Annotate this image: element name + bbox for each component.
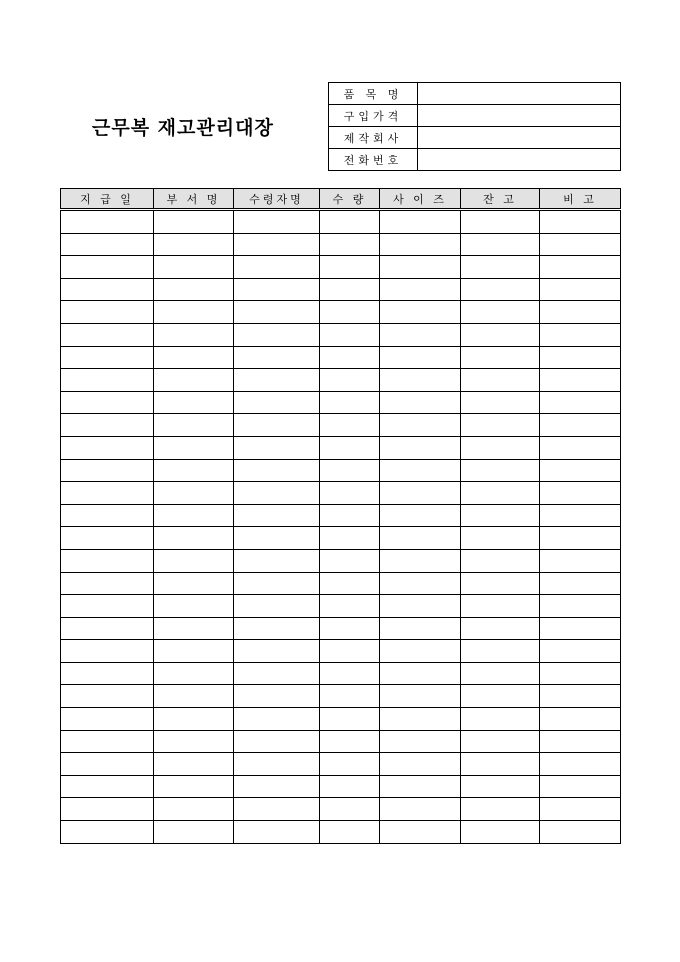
table-row — [61, 640, 621, 663]
cell-department[interactable] — [154, 369, 234, 392]
cell-quantity[interactable] — [320, 662, 380, 685]
document-title: 근무복 재고관리대장 — [92, 117, 274, 139]
cell-issue-date[interactable] — [61, 504, 154, 527]
cell-quantity[interactable] — [320, 256, 380, 279]
cell-balance[interactable] — [461, 391, 540, 414]
cell-recipient[interactable] — [234, 572, 320, 595]
cell-size[interactable] — [380, 210, 461, 234]
cell-quantity[interactable] — [320, 278, 380, 301]
cell-remarks[interactable] — [540, 708, 621, 731]
cell-department[interactable] — [154, 662, 234, 685]
cell-department[interactable] — [154, 595, 234, 618]
cell-issue-date[interactable] — [61, 436, 154, 459]
cell-recipient[interactable] — [234, 210, 320, 234]
cell-size[interactable] — [380, 482, 461, 505]
table-row — [61, 775, 621, 798]
cell-size[interactable] — [380, 775, 461, 798]
cell-quantity[interactable] — [320, 753, 380, 776]
cell-remarks[interactable] — [540, 369, 621, 392]
cell-issue-date[interactable] — [61, 775, 154, 798]
cell-recipient[interactable] — [234, 775, 320, 798]
cell-balance[interactable] — [461, 210, 540, 234]
cell-size[interactable] — [380, 504, 461, 527]
cell-remarks[interactable] — [540, 504, 621, 527]
cell-size[interactable] — [380, 256, 461, 279]
cell-recipient[interactable] — [234, 617, 320, 640]
column-header-quantity: 수 량 — [320, 189, 380, 210]
table-row — [61, 210, 621, 234]
cell-balance[interactable] — [461, 753, 540, 776]
table-row — [61, 527, 621, 550]
column-header-recipient: 수령자명 — [234, 189, 320, 210]
info-row-item-name — [329, 83, 621, 105]
cell-recipient[interactable] — [234, 256, 320, 279]
cell-recipient[interactable] — [234, 436, 320, 459]
cell-recipient[interactable] — [234, 346, 320, 369]
table-row — [61, 798, 621, 821]
cell-issue-date[interactable] — [61, 798, 154, 821]
table-row — [61, 730, 621, 753]
table-row — [61, 278, 621, 301]
cell-recipient[interactable] — [234, 708, 320, 731]
cell-department[interactable] — [154, 572, 234, 595]
table-row — [61, 233, 621, 256]
cell-department[interactable] — [154, 210, 234, 234]
cell-issue-date[interactable] — [61, 821, 154, 844]
cell-quantity[interactable] — [320, 369, 380, 392]
cell-department[interactable] — [154, 323, 234, 346]
cell-department[interactable] — [154, 414, 234, 437]
table-row — [61, 708, 621, 731]
cell-balance[interactable] — [461, 549, 540, 572]
cell-size[interactable] — [380, 414, 461, 437]
cell-issue-date[interactable] — [61, 708, 154, 731]
cell-size[interactable] — [380, 549, 461, 572]
cell-recipient[interactable] — [234, 640, 320, 663]
cell-remarks[interactable] — [540, 595, 621, 618]
cell-remarks[interactable] — [540, 482, 621, 505]
purchase-price-label: 구입가격 — [329, 105, 418, 127]
cell-department[interactable] — [154, 753, 234, 776]
cell-quantity[interactable] — [320, 640, 380, 663]
cell-balance[interactable] — [461, 708, 540, 731]
cell-balance[interactable] — [461, 436, 540, 459]
info-row-phone — [329, 149, 621, 171]
purchase-price-field[interactable] — [418, 105, 621, 127]
cell-balance[interactable] — [461, 730, 540, 753]
cell-balance[interactable] — [461, 572, 540, 595]
info-row-purchase-price — [329, 105, 621, 127]
cell-size[interactable] — [380, 640, 461, 663]
cell-quantity[interactable] — [320, 346, 380, 369]
table-row — [61, 821, 621, 844]
cell-quantity[interactable] — [320, 414, 380, 437]
cell-quantity[interactable] — [320, 549, 380, 572]
cell-quantity[interactable] — [320, 798, 380, 821]
table-row — [61, 549, 621, 572]
table-row — [61, 482, 621, 505]
cell-issue-date[interactable] — [61, 233, 154, 256]
cell-department[interactable] — [154, 504, 234, 527]
cell-balance[interactable] — [461, 323, 540, 346]
cell-balance[interactable] — [461, 504, 540, 527]
cell-size[interactable] — [380, 369, 461, 392]
column-header-size: 사 이 즈 — [380, 189, 461, 210]
cell-balance[interactable] — [461, 369, 540, 392]
manufacturer-field[interactable] — [418, 127, 621, 149]
cell-issue-date[interactable] — [61, 301, 154, 324]
cell-balance[interactable] — [461, 527, 540, 550]
cell-recipient[interactable] — [234, 549, 320, 572]
cell-recipient[interactable] — [234, 233, 320, 256]
table-row — [61, 459, 621, 482]
cell-remarks[interactable] — [540, 798, 621, 821]
cell-size[interactable] — [380, 617, 461, 640]
cell-issue-date[interactable] — [61, 640, 154, 663]
cell-quantity[interactable] — [320, 233, 380, 256]
cell-recipient[interactable] — [234, 753, 320, 776]
cell-size[interactable] — [380, 685, 461, 708]
cell-size[interactable] — [380, 323, 461, 346]
cell-issue-date[interactable] — [61, 278, 154, 301]
cell-remarks[interactable] — [540, 775, 621, 798]
cell-recipient[interactable] — [234, 301, 320, 324]
cell-quantity[interactable] — [320, 527, 380, 550]
item-info-table — [328, 82, 621, 171]
table-row — [61, 504, 621, 527]
cell-quantity[interactable] — [320, 821, 380, 844]
cell-issue-date[interactable] — [61, 685, 154, 708]
cell-balance[interactable] — [461, 278, 540, 301]
cell-department[interactable] — [154, 527, 234, 550]
cell-size[interactable] — [380, 821, 461, 844]
cell-department[interactable] — [154, 821, 234, 844]
column-header-issue-date: 지 급 일 — [61, 189, 154, 210]
inventory-ledger-table — [60, 188, 621, 844]
cell-size[interactable] — [380, 572, 461, 595]
table-row — [61, 323, 621, 346]
cell-quantity[interactable] — [320, 708, 380, 731]
table-row — [61, 753, 621, 776]
cell-department[interactable] — [154, 617, 234, 640]
cell-balance[interactable] — [461, 301, 540, 324]
ledger-body — [61, 210, 621, 844]
cell-quantity[interactable] — [320, 572, 380, 595]
cell-balance[interactable] — [461, 662, 540, 685]
cell-remarks[interactable] — [540, 391, 621, 414]
cell-department[interactable] — [154, 482, 234, 505]
phone-label: 전화번호 — [329, 149, 418, 171]
cell-remarks[interactable] — [540, 640, 621, 663]
cell-department[interactable] — [154, 459, 234, 482]
cell-balance[interactable] — [461, 482, 540, 505]
cell-remarks[interactable] — [540, 821, 621, 844]
table-row — [61, 617, 621, 640]
cell-remarks[interactable] — [540, 256, 621, 279]
cell-issue-date[interactable] — [61, 346, 154, 369]
table-row — [61, 595, 621, 618]
cell-recipient[interactable] — [234, 459, 320, 482]
cell-issue-date[interactable] — [61, 391, 154, 414]
cell-size[interactable] — [380, 391, 461, 414]
cell-remarks[interactable] — [540, 301, 621, 324]
table-row — [61, 369, 621, 392]
item-name-field[interactable] — [418, 83, 621, 105]
cell-remarks[interactable] — [540, 459, 621, 482]
column-header-department: 부 서 명 — [154, 189, 234, 210]
cell-remarks[interactable] — [540, 323, 621, 346]
cell-issue-date[interactable] — [61, 572, 154, 595]
cell-department[interactable] — [154, 549, 234, 572]
cell-recipient[interactable] — [234, 391, 320, 414]
cell-remarks[interactable] — [540, 527, 621, 550]
cell-department[interactable] — [154, 278, 234, 301]
cell-balance[interactable] — [461, 821, 540, 844]
cell-balance[interactable] — [461, 617, 540, 640]
cell-remarks[interactable] — [540, 662, 621, 685]
cell-size[interactable] — [380, 708, 461, 731]
cell-recipient[interactable] — [234, 369, 320, 392]
cell-quantity[interactable] — [320, 504, 380, 527]
cell-remarks[interactable] — [540, 549, 621, 572]
cell-remarks[interactable] — [540, 210, 621, 234]
cell-remarks[interactable] — [540, 685, 621, 708]
cell-issue-date[interactable] — [61, 369, 154, 392]
cell-department[interactable] — [154, 640, 234, 663]
cell-balance[interactable] — [461, 346, 540, 369]
cell-quantity[interactable] — [320, 301, 380, 324]
cell-balance[interactable] — [461, 256, 540, 279]
cell-issue-date[interactable] — [61, 617, 154, 640]
cell-quantity[interactable] — [320, 595, 380, 618]
cell-issue-date[interactable] — [61, 595, 154, 618]
cell-remarks[interactable] — [540, 753, 621, 776]
cell-department[interactable] — [154, 301, 234, 324]
table-row — [61, 572, 621, 595]
cell-size[interactable] — [380, 527, 461, 550]
column-header-remarks: 비 고 — [540, 189, 621, 210]
cell-remarks[interactable] — [540, 346, 621, 369]
info-row-manufacturer — [329, 127, 621, 149]
cell-size[interactable] — [380, 436, 461, 459]
cell-recipient[interactable] — [234, 821, 320, 844]
cell-remarks[interactable] — [540, 730, 621, 753]
cell-size[interactable] — [380, 730, 461, 753]
cell-quantity[interactable] — [320, 685, 380, 708]
cell-issue-date[interactable] — [61, 730, 154, 753]
cell-recipient[interactable] — [234, 730, 320, 753]
cell-size[interactable] — [380, 301, 461, 324]
cell-quantity[interactable] — [320, 459, 380, 482]
cell-recipient[interactable] — [234, 527, 320, 550]
cell-department[interactable] — [154, 730, 234, 753]
cell-department[interactable] — [154, 708, 234, 731]
cell-issue-date[interactable] — [61, 549, 154, 572]
cell-recipient[interactable] — [234, 323, 320, 346]
cell-department[interactable] — [154, 798, 234, 821]
table-row — [61, 301, 621, 324]
cell-recipient[interactable] — [234, 798, 320, 821]
cell-remarks[interactable] — [540, 436, 621, 459]
cell-issue-date[interactable] — [61, 753, 154, 776]
cell-size[interactable] — [380, 662, 461, 685]
table-row — [61, 256, 621, 279]
table-row — [61, 662, 621, 685]
cell-remarks[interactable] — [540, 572, 621, 595]
cell-department[interactable] — [154, 346, 234, 369]
cell-issue-date[interactable] — [61, 662, 154, 685]
table-row — [61, 436, 621, 459]
cell-issue-date[interactable] — [61, 210, 154, 234]
cell-size[interactable] — [380, 346, 461, 369]
cell-quantity[interactable] — [320, 775, 380, 798]
cell-department[interactable] — [154, 775, 234, 798]
cell-balance[interactable] — [461, 685, 540, 708]
cell-department[interactable] — [154, 233, 234, 256]
cell-size[interactable] — [380, 459, 461, 482]
cell-department[interactable] — [154, 391, 234, 414]
cell-size[interactable] — [380, 233, 461, 256]
cell-balance[interactable] — [461, 798, 540, 821]
cell-balance[interactable] — [461, 595, 540, 618]
cell-quantity[interactable] — [320, 436, 380, 459]
cell-issue-date[interactable] — [61, 414, 154, 437]
cell-issue-date[interactable] — [61, 482, 154, 505]
table-row — [61, 346, 621, 369]
cell-recipient[interactable] — [234, 504, 320, 527]
cell-quantity[interactable] — [320, 210, 380, 234]
cell-issue-date[interactable] — [61, 459, 154, 482]
cell-issue-date[interactable] — [61, 256, 154, 279]
item-name-label: 품 목 명 — [329, 83, 418, 105]
table-row — [61, 414, 621, 437]
cell-recipient[interactable] — [234, 662, 320, 685]
cell-department[interactable] — [154, 436, 234, 459]
cell-recipient[interactable] — [234, 482, 320, 505]
cell-remarks[interactable] — [540, 617, 621, 640]
cell-remarks[interactable] — [540, 414, 621, 437]
cell-balance[interactable] — [461, 459, 540, 482]
cell-size[interactable] — [380, 753, 461, 776]
cell-recipient[interactable] — [234, 685, 320, 708]
ledger-header-row — [61, 189, 621, 210]
cell-quantity[interactable] — [320, 323, 380, 346]
cell-remarks[interactable] — [540, 233, 621, 256]
cell-remarks[interactable] — [540, 278, 621, 301]
column-header-balance: 잔 고 — [461, 189, 540, 210]
cell-balance[interactable] — [461, 233, 540, 256]
cell-size[interactable] — [380, 595, 461, 618]
cell-recipient[interactable] — [234, 414, 320, 437]
cell-quantity[interactable] — [320, 391, 380, 414]
cell-balance[interactable] — [461, 414, 540, 437]
cell-quantity[interactable] — [320, 617, 380, 640]
cell-department[interactable] — [154, 685, 234, 708]
manufacturer-label: 제작회사 — [329, 127, 418, 149]
cell-size[interactable] — [380, 278, 461, 301]
cell-quantity[interactable] — [320, 730, 380, 753]
cell-quantity[interactable] — [320, 482, 380, 505]
cell-balance[interactable] — [461, 640, 540, 663]
cell-recipient[interactable] — [234, 595, 320, 618]
table-row — [61, 391, 621, 414]
phone-field[interactable] — [418, 149, 621, 171]
cell-balance[interactable] — [461, 775, 540, 798]
cell-issue-date[interactable] — [61, 527, 154, 550]
table-row — [61, 685, 621, 708]
cell-issue-date[interactable] — [61, 323, 154, 346]
cell-size[interactable] — [380, 798, 461, 821]
cell-department[interactable] — [154, 256, 234, 279]
cell-recipient[interactable] — [234, 278, 320, 301]
